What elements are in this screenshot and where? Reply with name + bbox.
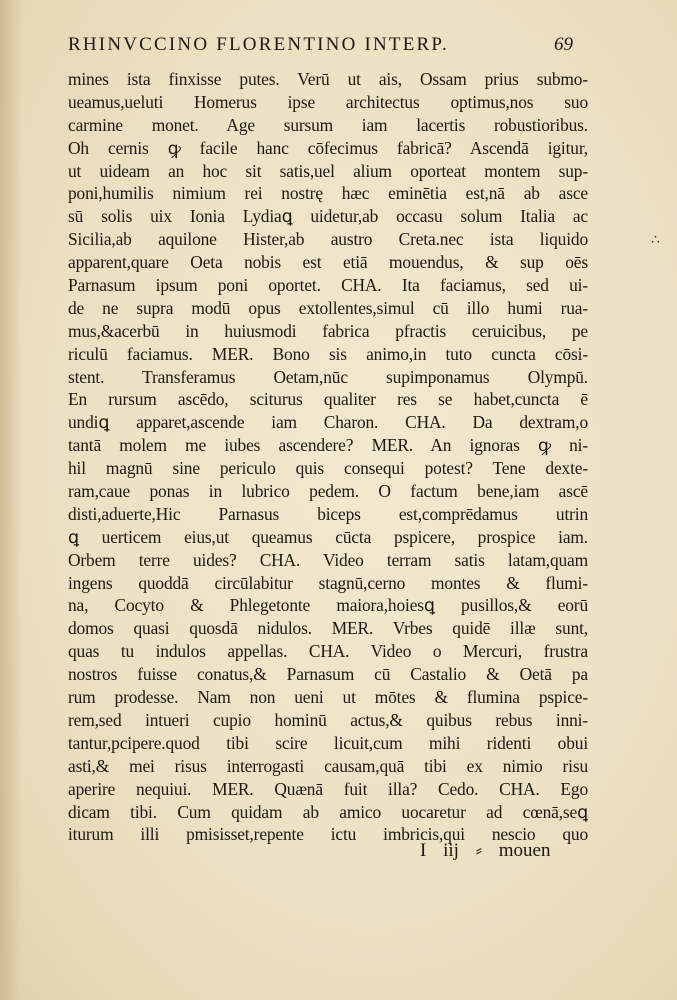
text-line: aperire nequiui. MER. Quænā fuit illa? Cedo. CHA. Ego	[68, 778, 588, 799]
margin-dot-icon: ∴	[651, 233, 660, 248]
text-line: En rursum ascēdo, sciturus qualiter res se habet,cuncta ē	[68, 389, 588, 410]
text-line: iturum illi pmisisset,repente ictu imbricis,qui nescio quo	[68, 824, 588, 845]
text-line: hil magnū sine periculo quis consequi potest? Tene dexte-	[68, 458, 588, 479]
text-line: dicam tibi. Cum quidam ab amico uocaretur ad cœnā,seꝗ	[68, 801, 588, 822]
text-line: ingens quoddā circūlabitur stagnū,cerno montes & flumi-	[68, 572, 588, 593]
signature-line	[420, 840, 580, 862]
gutter-shadow	[0, 0, 22, 1000]
text-line: domos quasi quosdā nidulos. MER. Vrbes quidē illæ sunt,	[68, 618, 588, 639]
folio-number: 69	[554, 34, 573, 55]
running-head: RHINVCCINO FLORENTINO INTERP.	[68, 34, 449, 55]
signature-mark: I	[420, 840, 427, 861]
text-line: de ne supra modū opus extollentes,simul cū illo humi rua-	[68, 297, 588, 318]
text-line: tantur,pcipere.quod tibi scire licuit,cum mihi ridenti obui	[68, 732, 588, 753]
text-line: Orbem terre uides? CHA. Video terram satis latam,quam	[68, 549, 588, 570]
text-line: apparent,quare Oeta nobis est etiā mouendus, & sup oēs	[68, 252, 588, 273]
text-line: Oh cernis ꝙ facile hanc cōfecimus fabricā? Ascendā igitur,	[68, 137, 588, 158]
text-line: stent. Transferamus Oetam,nūc supimponamus Olympū.	[68, 366, 588, 387]
text-line: riculū faciamus. MER. Bono sis animo,in tuto cuncta cōsi-	[68, 343, 588, 364]
text-line: rum prodesse. Nam non ueni ut mōtes & flumina pspice-	[68, 687, 588, 708]
text-line: na, Cocyto & Phlegetonte maiora,hoiesꝗ pusillos,& eorū	[68, 595, 588, 616]
text-line: ram,caue ponas in lubrico pedem. O factum bene,iam ascē	[68, 481, 588, 502]
signature-number: iij	[443, 840, 459, 861]
text-line: Parnasum ipsum poni oportet. CHA. Ita faciamus, sed ui-	[68, 275, 588, 296]
text-block	[68, 68, 588, 846]
text-line: Sicilia,ab aquilone Hister,ab austro Creta.nec ista liquido	[68, 229, 588, 250]
text-line: quas tu indulos appellas. CHA. Video o Mercuri, frustra	[68, 641, 588, 662]
text-line: ꝗ uerticem eius,ut queamus cūcta pspicere, prospice iam.	[68, 526, 588, 547]
text-line: mines ista finxisse putes. Verū ut ais, Ossam prius submo-	[68, 69, 588, 89]
text-line: disti,aduerte,Hic Parnasus biceps est,comprēdamus utrin	[68, 503, 588, 524]
text-line: sū solis uix Ionia Lydiaꝗ uidetur,ab occasu solum Italia ac	[68, 206, 588, 227]
text-line: carmine monet. Age sursum iam lacertis robustioribus.	[68, 114, 588, 135]
catchword-mark-icon: ⸗	[475, 840, 482, 861]
text-line: rem,sed intueri cupio hominū actus,& quibus rebus inni-	[68, 709, 588, 730]
text-line: nostros fuisse conatus,& Parnasum cū Castalio & Oetā pa	[68, 664, 588, 685]
text-line: ut uideam an hoc sit satis,uel alium oporteat montem sup-	[68, 160, 588, 181]
text-line: asti,& mei risus interrogasti causam,quā tibi ex nimio risu	[68, 755, 588, 776]
text-line: poni,humilis nimium rei nostrę hæc eminētia est,nā ab asce	[68, 183, 588, 204]
text-line: mus,&acerbū in huiusmodi fabrica pfractis ceruicibus, pe	[68, 320, 588, 341]
text-line: ueamus,ueluti Homerus ipse architectus optimus,nos suo	[68, 91, 588, 112]
text-line: tantā molem me iubes ascendere? MER. An ignoras ꝙ ni-	[68, 435, 588, 456]
catchword: mouen	[498, 840, 551, 861]
text-line: undiꝗ apparet,ascende iam Charon. CHA. Da dextram,o	[68, 412, 588, 433]
